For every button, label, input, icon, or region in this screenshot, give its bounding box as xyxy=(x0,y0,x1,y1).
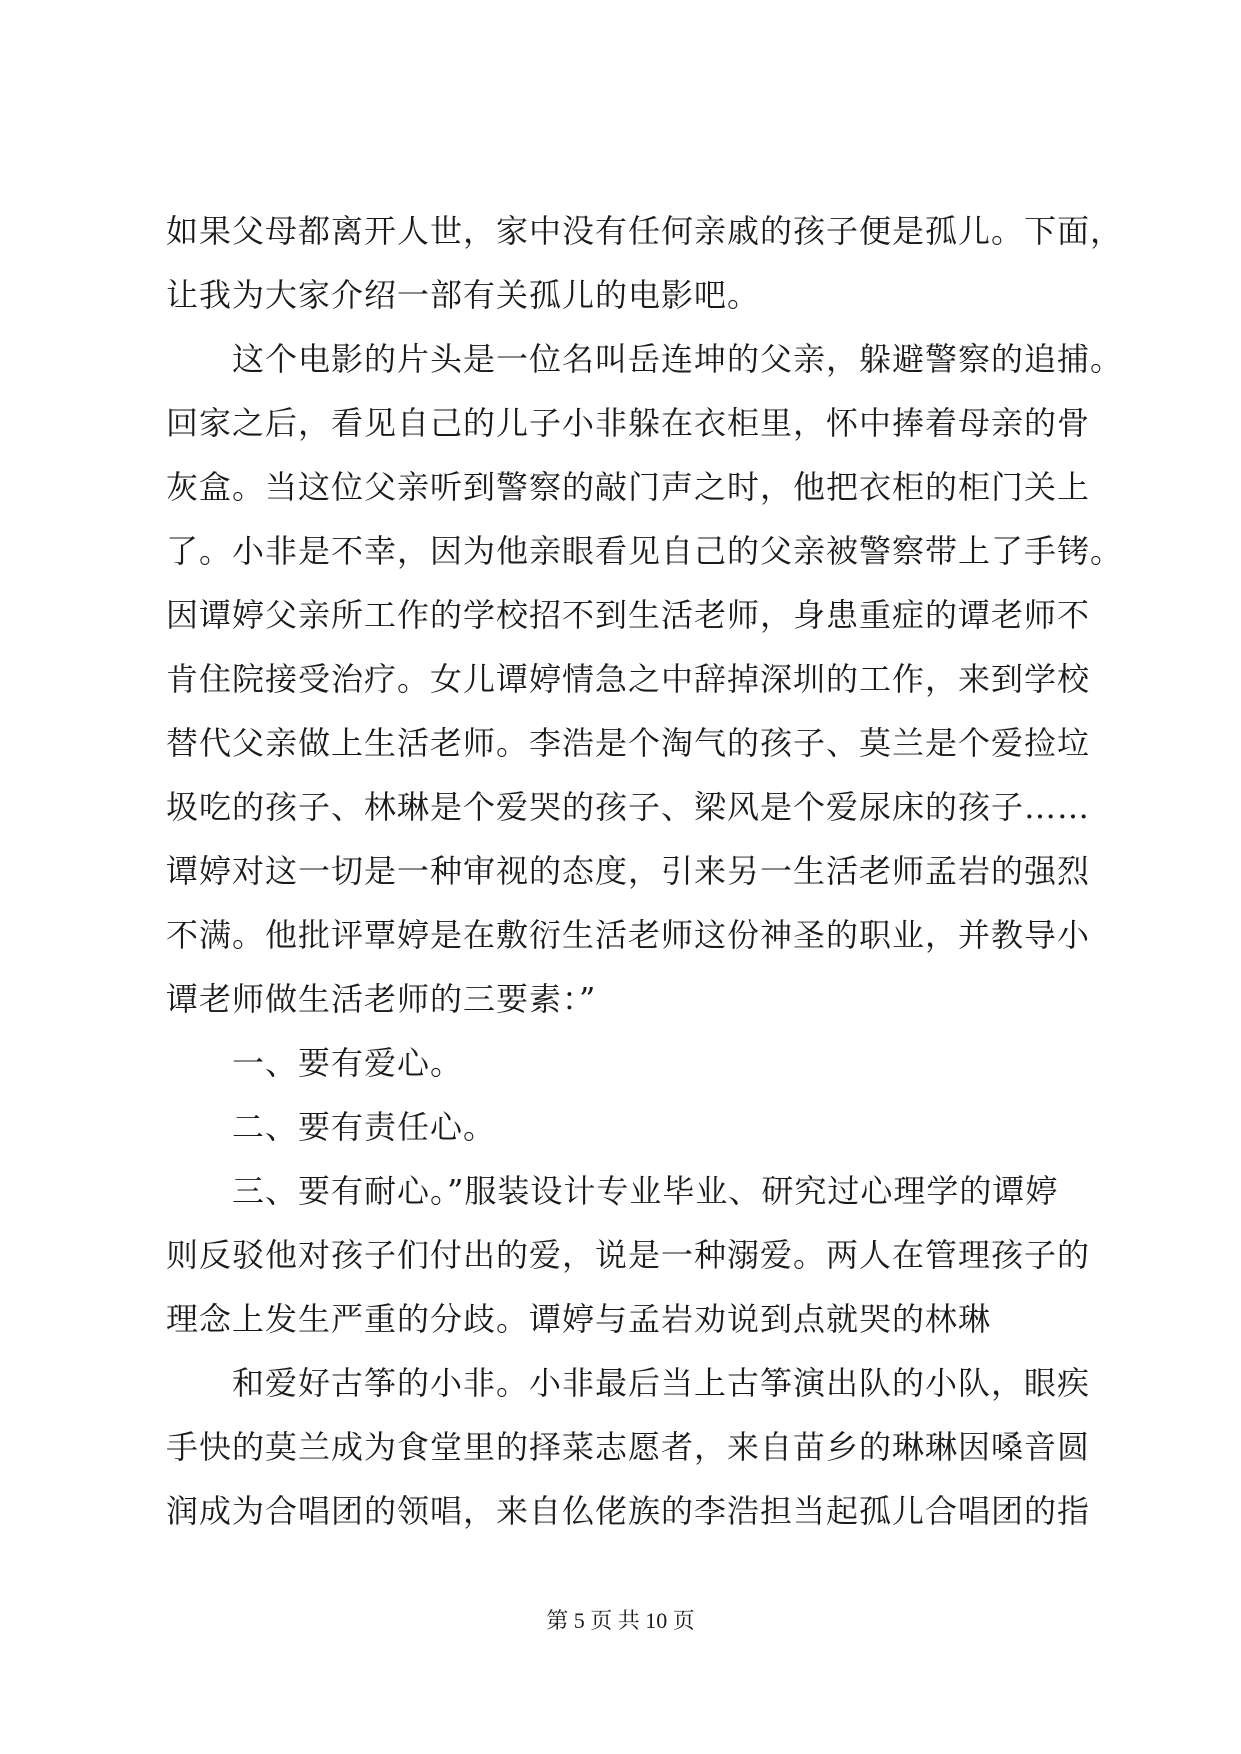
body-text xyxy=(166,199,1126,1543)
text-line: 回家之后，看见自己的儿子小非躲在衣柜里，怀中捧着母亲的骨 xyxy=(166,404,1091,442)
text-line: 谭老师做生活老师的三要素：” xyxy=(166,980,597,1018)
text-line: 三、要有耐心。”服装设计专业毕业、研究过心理学的谭婷 xyxy=(166,1172,1059,1210)
text-line: 润成为合唱团的领唱，来自仫佬族的李浩担当起孤儿合唱团的指 xyxy=(166,1492,1091,1530)
text-line: 理念上发生严重的分歧。谭婷与孟岩劝说到点就哭的林琳 xyxy=(166,1300,992,1338)
page-number-footer: 第 5 页 共 10 页 xyxy=(546,1608,695,1633)
text-line: 一、要有爱心。 xyxy=(166,1044,464,1082)
text-line: 肯住院接受治疗。女儿谭婷情急之中辞掉深圳的工作，来到学校 xyxy=(166,660,1091,698)
text-line: 二、要有责任心。 xyxy=(166,1108,497,1146)
text-line: 这个电影的片头是一位名叫岳连坤的父亲，躲避警察的追捕。 xyxy=(166,340,1124,378)
text-line: 如果父母都离开人世，家中没有任何亲戚的孩子便是孤儿。下面， xyxy=(166,212,1124,250)
text-line: 了。小非是不幸，因为他亲眼看见自己的父亲被警察带上了手铐。 xyxy=(166,532,1124,570)
text-line: 圾吃的孩子、林琳是个爱哭的孩子、梁风是个爱尿床的孩子…… xyxy=(166,788,1091,826)
text-line: 谭婷对这一切是一种审视的态度，引来另一生活老师孟岩的强烈 xyxy=(166,852,1091,890)
text-line: 替代父亲做上生活老师。李浩是个淘气的孩子、莫兰是个爱捡垃 xyxy=(166,724,1091,762)
text-line: 不满。他批评覃婷是在敷衍生活老师这份神圣的职业，并教导小 xyxy=(166,916,1091,954)
text-line: 因谭婷父亲所工作的学校招不到生活老师，身患重症的谭老师不 xyxy=(166,596,1091,634)
text-line: 灰盒。当这位父亲听到警察的敲门声之时，他把衣柜的柜门关上 xyxy=(166,468,1091,506)
text-line: 手快的莫兰成为食堂里的择菜志愿者，来自苗乡的琳琳因嗓音圆 xyxy=(166,1428,1091,1466)
text-line: 和爱好古筝的小非。小非最后当上古筝演出队的小队，眼疾 xyxy=(166,1364,1091,1402)
text-line: 则反驳他对孩子们付出的爱，说是一种溺爱。两人在管理孩子的 xyxy=(166,1236,1091,1274)
text-line: 让我为大家介绍一部有关孤儿的电影吧。 xyxy=(166,276,761,314)
